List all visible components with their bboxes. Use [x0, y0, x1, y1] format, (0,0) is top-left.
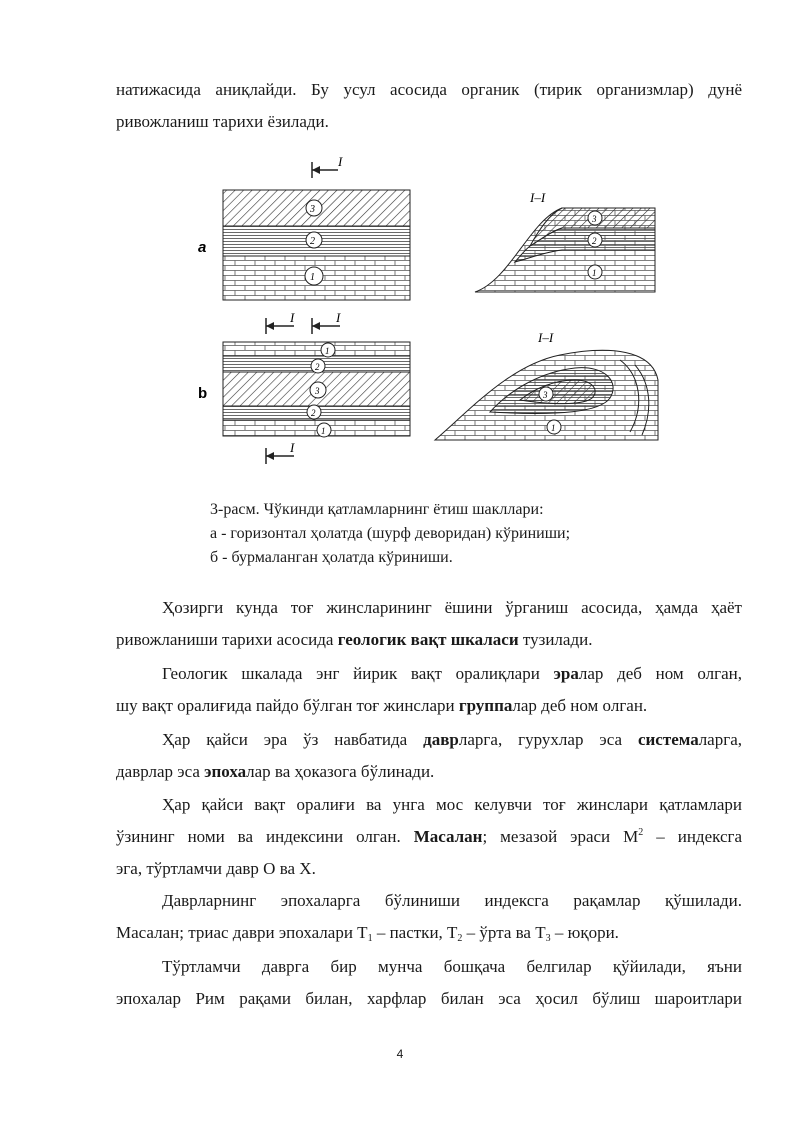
bold-term: группа: [458, 696, 513, 715]
geology-figure: [190, 150, 680, 480]
bold-term: система: [637, 730, 699, 749]
paragraph: [116, 885, 742, 949]
row-b-label: b: [198, 385, 208, 402]
layer-number: 2: [311, 408, 316, 418]
layer-number: 3: [592, 214, 597, 224]
text-line: Геологик шкалада энг йирик вақт оралиқлари эралар деб ном олган,: [162, 664, 743, 683]
section-mark-label: I: [290, 310, 295, 325]
text-line: Ҳозирги кунда тоғ жинсларининг ёшини ўрганиш асосида, ҳамда ҳаёт: [162, 598, 742, 617]
section-marker: [266, 440, 295, 464]
text-line: эга, тўртламчи давр О ва Х.: [116, 859, 316, 878]
layer-number: 2: [310, 236, 315, 247]
paragraph: [116, 951, 742, 1015]
section-marker: [312, 154, 343, 178]
section-mark-label: I: [338, 154, 343, 169]
layer-number: 1: [551, 423, 556, 433]
text-line: натижасида аниқлайди. Бу усул асосида органик (тирик организмлар) дунё: [116, 80, 742, 99]
text-line: Тўртламчи даврга бир мунча бошқача белгилар қўйилади, яъни: [162, 957, 742, 976]
bold-term: эра: [553, 664, 579, 683]
section-title: I–I: [530, 190, 546, 205]
layer-number: 3: [310, 204, 315, 215]
bold-term: давр: [423, 730, 459, 749]
text-line: Даврларнинг эпохаларга бўлиниши индексга рақамлар қўшилади.: [162, 891, 742, 910]
paragraph: [116, 658, 742, 722]
text-line: Масалан; триас даври эпохалари $Т_1$ – пастки, $Т_2$ – ўрта ва $Т_3$ – юқори.: [116, 923, 619, 944]
bold-term: эпоха: [204, 762, 247, 781]
layer-number: 1: [325, 346, 330, 356]
text-line: ўзининг номи ва индексини олган. Масалан; мезазой эраси $М^2$ – индексга: [116, 827, 743, 846]
layer-number: 1: [592, 268, 597, 278]
caption-line: б - бурмаланган ҳолатда кўриниши.: [210, 549, 453, 566]
figure-caption: [210, 498, 570, 570]
text-line: шу вақт оралиғида пайдо бўлган тоғ жинслари группалар деб ном олган.: [116, 696, 648, 715]
row-a-label: a: [198, 239, 207, 256]
text-line: Ҳар қайси эра ўз навбатида даврларга, гурухлар эса системаларга,: [162, 730, 742, 749]
layer-number: 1: [310, 272, 315, 283]
text-line: эпохалар Рим рақами билан, харфлар билан эса ҳосил бўлиш шароитлари: [116, 989, 742, 1008]
cross-section-a: [475, 190, 655, 292]
text-line: даврлар эса эпохалар ва ҳоказога бўлинади.: [116, 762, 435, 781]
caption-line: а - горизонтал ҳолатда (шурф деворидан) кўриниши;: [210, 525, 571, 542]
horizontal-layers-block: [223, 190, 410, 300]
page-number: 4: [396, 1047, 404, 1061]
bold-term: Масалан: [413, 827, 483, 846]
layer-number: 2: [592, 236, 597, 246]
text-line: ривожланиш тарихи ёзилади.: [116, 112, 329, 131]
cross-section-b: [435, 330, 658, 440]
layer-number: 3: [315, 386, 320, 396]
caption-line: 3-расм. Чўкинди қатламларнинг ётиш шакллари:: [210, 501, 544, 518]
text-line: Ҳар қайси вақт оралиғи ва унга мос келувчи тоғ жинслари қатламлари: [162, 795, 742, 814]
layer-number: 2: [315, 362, 320, 372]
paragraph: [116, 724, 742, 788]
text-line: ривожланиши тарихи асосида геологик вақт шкаласи тузилади.: [116, 630, 593, 649]
folded-layers-block: [223, 342, 410, 437]
section-title: I–I: [538, 330, 554, 345]
layer-number: 3: [543, 390, 548, 400]
section-mark-label: I: [336, 310, 341, 325]
layer-number: 1: [321, 426, 326, 436]
paragraph-continuation: [116, 74, 742, 138]
section-marker: [266, 310, 341, 334]
paragraph: [116, 592, 742, 656]
section-mark-label: I: [290, 440, 295, 455]
paragraph: [116, 789, 742, 885]
bold-term: геологик вақт шкаласи: [337, 630, 519, 649]
